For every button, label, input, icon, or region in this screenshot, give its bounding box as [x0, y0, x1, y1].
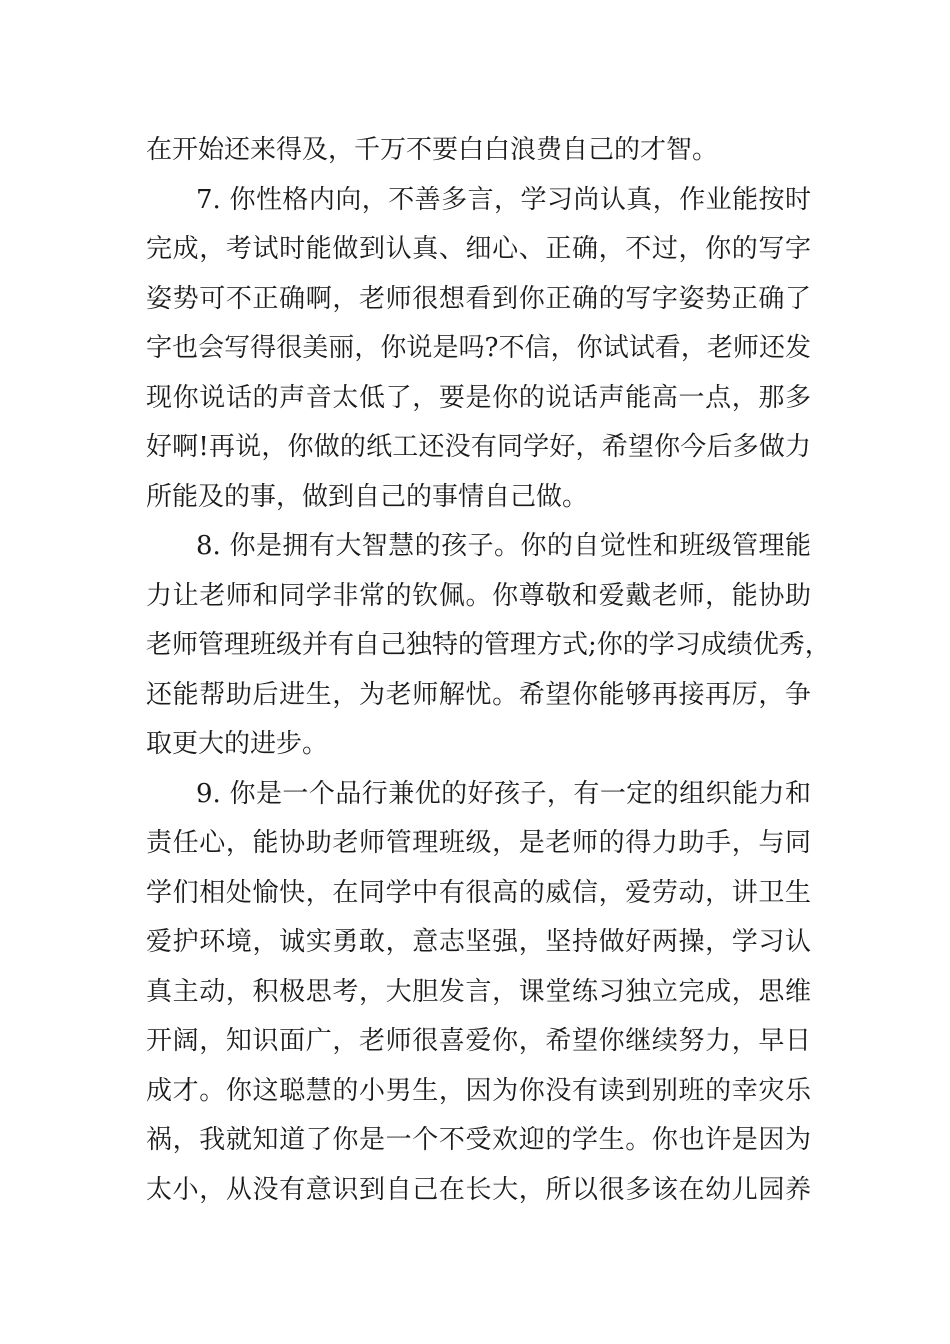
- text-line: 爱护环境，诚实勇敢，意志坚强，坚持做好两操，学习认: [146, 927, 811, 957]
- item-9-first-line: 9. 你是一个品行兼优的好孩子，有一定的组织能力和: [196, 778, 811, 809]
- text-line: 好啊!再说，你做的纸工还没有同学好，希望你今后多做力: [146, 432, 811, 462]
- text-line: 在开始还来得及，千万不要白白浪费自己的才智。: [146, 135, 719, 165]
- text-line: 还能帮助后进生，为老师解忧。希望你能够再接再厉，争: [146, 679, 811, 710]
- text-line: 成才。你这聪慧的小男生，因为你没有读到别班的幸灾乐: [146, 1075, 811, 1106]
- document-body: [146, 126, 831, 1215]
- text-line: 责任心，能协助老师管理班级，是老师的得力助手，与同: [146, 828, 811, 858]
- text-line: 所能及的事，做到自己的事情自己做。: [146, 481, 589, 512]
- text-line: 祸，我就知道了你是一个不受欢迎的学生。你也许是因为: [146, 1125, 811, 1155]
- text-line: 学们相处愉快，在同学中有很高的威信，爱劳动，讲卫生: [146, 877, 811, 908]
- text-line: 姿势可不正确啊，老师很想看到你正确的写字姿势正确了: [146, 283, 811, 314]
- text-line: 开阔，知识面广，老师很喜爱你，希望你继续努力，早日: [146, 1026, 811, 1056]
- text-line: 真主动，积极思考，大胆发言，课堂练习独立完成，思维: [146, 976, 811, 1007]
- text-line: 现你说话的声音太低了，要是你的说话声能高一点，那多: [146, 382, 811, 413]
- item-7-first-line: 7. 你性格内向，不善多言，学习尚认真，作业能按时: [196, 184, 811, 215]
- text-line: 取更大的进步。: [146, 729, 329, 759]
- text-line: 太小，从没有意识到自己在长大，所以很多该在幼儿园养: [146, 1174, 811, 1205]
- text-line: 力让老师和同学非常的钦佩。你尊敬和爱戴老师，能协助: [146, 580, 811, 611]
- text-line: 完成，考试时能做到认真、细心、正确，不过，你的写字: [146, 234, 811, 264]
- item-8-first-line: 8. 你是拥有大智慧的孩子。你的自觉性和班级管理能: [196, 531, 811, 561]
- text-line: 老师管理班级并有自己独特的管理方式;你的学习成绩优秀，: [146, 630, 831, 660]
- text-line: 字也会写得很美丽，你说是吗?不信，你试试看，老师还发: [146, 333, 811, 363]
